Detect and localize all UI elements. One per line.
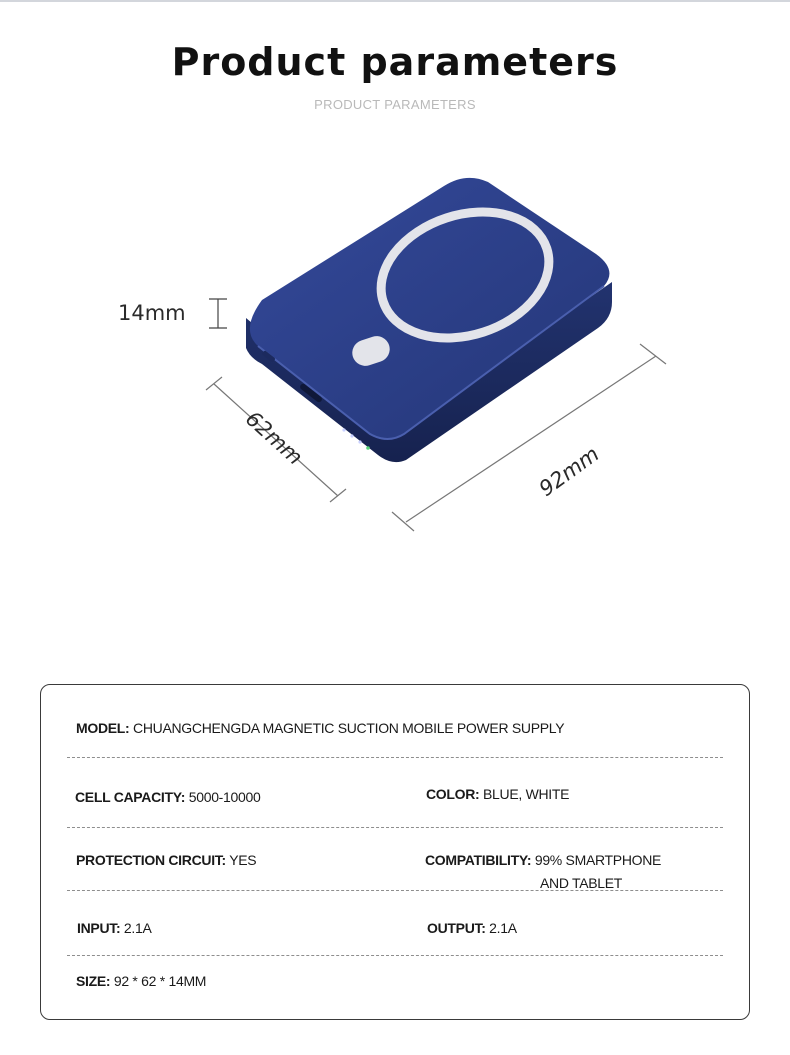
- product-illustration: [0, 150, 790, 570]
- width-label: 62mm: [240, 406, 308, 470]
- thickness-marker: [209, 299, 227, 328]
- spec-model-value: CHUANGCHENGDA MAGNETIC SUCTION MOBILE POWER SUPPLY: [133, 720, 565, 736]
- spec-input-value: 2.1A: [123, 920, 152, 936]
- spec-cell-capacity-label: CELL CAPACITY:: [75, 789, 186, 805]
- spec-compatibility: [425, 852, 661, 868]
- spec-cell-capacity-value: 5000-10000: [188, 789, 261, 805]
- top-rule: [0, 0, 790, 2]
- led-dot: [350, 434, 353, 437]
- spec-color-label: COLOR:: [426, 786, 480, 802]
- spec-table: [40, 684, 750, 1020]
- spec-color: [426, 786, 569, 802]
- row-divider: [67, 955, 723, 956]
- spec-protection-circuit-label: PROTECTION CIRCUIT:: [76, 852, 226, 868]
- spec-protection-circuit-value: YES: [229, 852, 257, 868]
- device-top-face: [250, 178, 610, 439]
- led-dot: [342, 428, 345, 431]
- length-label: 92mm: [534, 441, 604, 502]
- page-title: Product parameters: [171, 40, 619, 84]
- spec-model-label: MODEL:: [76, 720, 130, 736]
- page-subtitle: PRODUCT PARAMETERS: [314, 97, 476, 112]
- spec-output: [427, 920, 517, 936]
- spec-compatibility-value-line2: AND TABLET: [540, 875, 623, 891]
- spec-output-label: OUTPUT:: [427, 920, 486, 936]
- row-divider: [67, 827, 723, 828]
- spec-size: [76, 973, 206, 989]
- spec-color-value: BLUE, WHITE: [483, 786, 570, 802]
- spec-output-value: 2.1A: [489, 920, 517, 936]
- spec-model: [76, 720, 564, 736]
- spec-cell-capacity: [75, 789, 260, 805]
- thickness-label: 14mm: [118, 301, 186, 325]
- spec-input-label: INPUT:: [77, 920, 121, 936]
- spec-compatibility-label: COMPATIBILITY:: [425, 852, 532, 868]
- spec-input: [77, 920, 152, 936]
- led-dot: [366, 446, 370, 450]
- row-divider: [67, 757, 723, 758]
- spec-size-label: SIZE:: [76, 973, 111, 989]
- spec-protection-circuit: [76, 852, 256, 868]
- led-dot: [358, 440, 361, 443]
- row-divider: [67, 890, 723, 891]
- spec-size-value: 92 * 62 * 14MM: [113, 973, 207, 989]
- spec-compatibility-value: 99% SMARTPHONE: [534, 852, 662, 868]
